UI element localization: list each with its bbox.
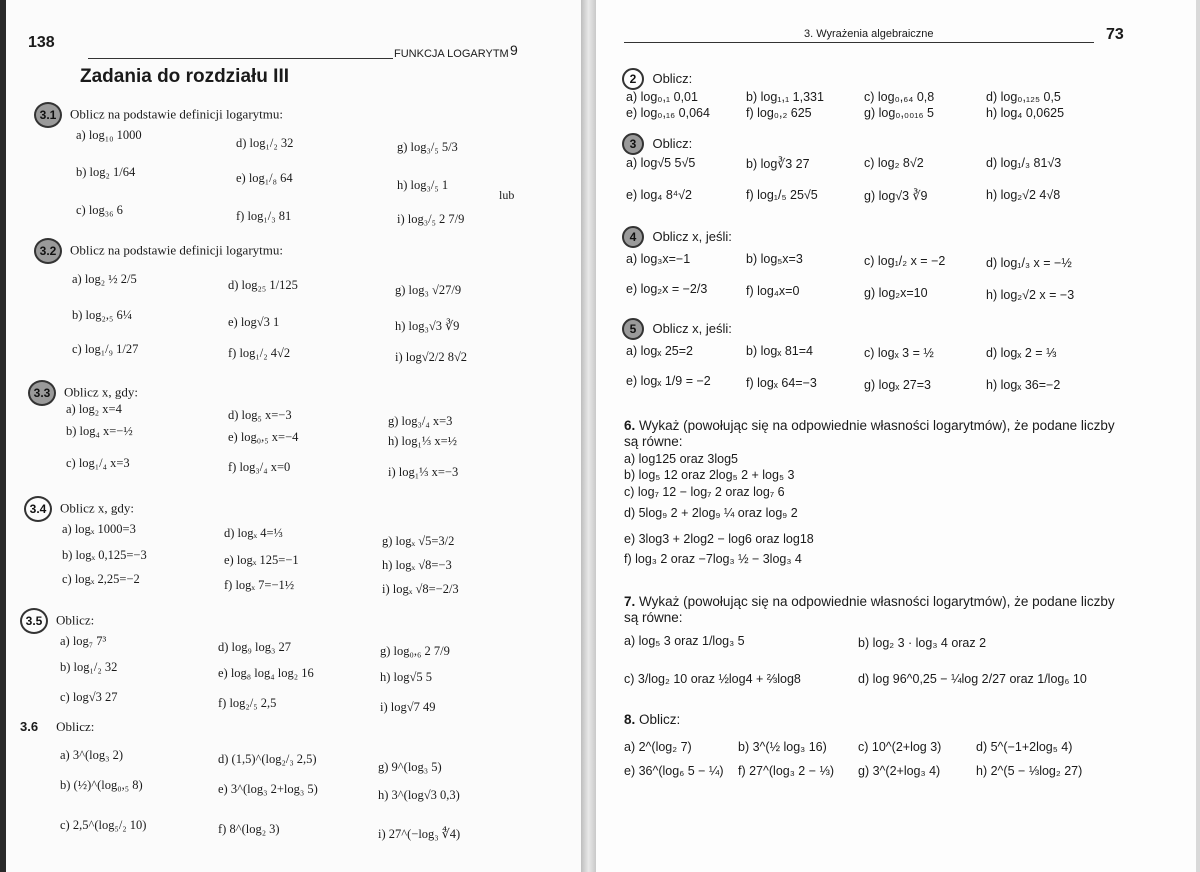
- exercise-item: e) logₓ 125=−1: [224, 553, 299, 567]
- exercise-item: d) (1,5)^(log₂/₃ 2,5): [218, 752, 317, 766]
- exercise-number: 8.: [624, 712, 636, 727]
- exercise-item: a) 3^(log₃ 2): [60, 748, 123, 762]
- exercise-item: d) log₁/₃ x = −½: [986, 256, 1072, 270]
- section-number-badge: 3.5: [20, 608, 48, 634]
- exercise-item: f) log₁/₃ 81: [236, 209, 292, 223]
- right-page-number: 73: [1106, 26, 1124, 43]
- exercise-item: a) log₂ x=4: [66, 402, 122, 416]
- exercise-item: b) 3^(½ log₃ 16): [738, 740, 827, 754]
- exercise-item: f) log₄x=0: [746, 284, 800, 298]
- exercise-item: a) logₓ 1000=3: [62, 522, 136, 536]
- exercise-item: c) log₁/₂ x = −2: [864, 254, 946, 268]
- exercise-item: c) log₇ 12 − log₇ 2 oraz log₇ 6: [624, 485, 785, 499]
- section-prompt: Oblicz na podstawie definicji logarytmu:: [70, 106, 283, 122]
- exercise-item: d) logₓ 4=⅓: [224, 526, 283, 540]
- exercise-item: a) log₃x=−1: [626, 252, 691, 266]
- book-spine: [581, 0, 596, 872]
- exercise-prompt: Wykaż (powołując się na odpowiednie własności logarytmów), że podane liczby: [639, 418, 1115, 433]
- exercise-item: b) log₂,₅ 6¼: [72, 308, 133, 322]
- exercise-item: g) 9^(log₃ 5): [378, 760, 442, 774]
- exercise-item: b) log₄ x=−½: [66, 424, 133, 438]
- exercise-item: f) log₀,₂ 625: [746, 106, 812, 120]
- exercise-number: 6.: [624, 418, 636, 433]
- exercise-number-badge: 3: [622, 133, 644, 155]
- section-number-badge: 3.4: [24, 496, 52, 522]
- exercise-item: e) log₁/₈ 64: [236, 171, 293, 185]
- exercise-item: i) log√2/2 8√2: [395, 350, 468, 364]
- exercise-8-heading: [624, 712, 680, 727]
- exercise-prompt-continued: są równe:: [624, 610, 683, 625]
- exercise-number-badge: 4: [622, 226, 644, 248]
- exercise-item: i) log√7 49: [380, 700, 436, 714]
- exercise-item: f) logₓ 64=−3: [746, 376, 817, 390]
- exercise-item: h) log₃√3 ∛9: [395, 319, 460, 333]
- exercise-item: d) log₂₅ 1/125: [228, 278, 298, 292]
- section-3-6-heading: [20, 718, 94, 736]
- exercise-item: i) log₃/₅ 2 7/9: [397, 212, 465, 226]
- exercise-prompt: Wykaż (powołując się na odpowiednie własności logarytmów), że podane liczby: [639, 594, 1115, 609]
- exercise-4-heading: [622, 226, 732, 248]
- exercise-item: b) log∛3 27: [746, 157, 810, 171]
- exercise-item: c) log√3 27: [60, 690, 118, 704]
- exercise-item: h) log₄ 0,0625: [986, 106, 1065, 120]
- exercise-7-heading: [624, 594, 1115, 609]
- exercise-item: c) 2,5^(log₅/₂ 10): [60, 818, 147, 832]
- section-3-2-heading: [34, 238, 283, 264]
- exercise-item: b) (½)^(log₀,₅ 8): [60, 778, 143, 792]
- section-3-4-heading: [24, 496, 134, 522]
- exercise-item: a) log√5 5√5: [626, 156, 696, 170]
- exercise-item: a) log₁₀ 1000: [76, 128, 142, 142]
- exercise-item: b) log₂ 3 · log₃ 4 oraz 2: [858, 636, 987, 650]
- right-running-header: 3. Wyrażenia algebraiczne: [804, 28, 934, 40]
- exercise-item: e) 36^(log₆ 5 − ¼): [624, 764, 724, 778]
- exercise-number: 7.: [624, 594, 636, 609]
- exercise-item: c) 10^(2+log 3): [858, 740, 942, 754]
- section-number-badge: 3.1: [34, 102, 62, 128]
- exercise-item: g) log₃ √27/9: [395, 283, 462, 297]
- exercise-item: a) logₓ 25=2: [626, 344, 693, 358]
- exercise-item: i) 27^(−log₃ ∜4): [378, 827, 461, 841]
- exercise-item: a) 2^(log₂ 7): [624, 740, 692, 754]
- exercise-prompt: Oblicz:: [652, 71, 693, 87]
- exercise-item: b) log₁/₂ 32: [60, 660, 118, 674]
- exercise-item: g) log₃/₅ 5/3: [397, 140, 458, 154]
- section-prompt: Oblicz na podstawie definicji logarytmu:: [70, 242, 283, 258]
- exercise-item: f) 27^(log₃ 2 − ⅓): [738, 764, 835, 778]
- exercise-item: f) log₃ 2 oraz −7log₃ ½ − 3log₃ 4: [624, 552, 802, 566]
- exercise-item: d) log₀,₁₂₅ 0,5: [986, 90, 1061, 104]
- header-mark: 9: [510, 42, 518, 58]
- exercise-item: g) log√3 ∛9: [864, 189, 928, 203]
- exercise-number-badge: 5: [622, 318, 644, 340]
- exercise-item: d) logₓ 2 = ⅓: [986, 346, 1057, 360]
- chapter-title: Zadania do rozdziału III: [80, 66, 290, 87]
- exercise-item: a) log₂ ½ 2/5: [72, 272, 137, 286]
- section-3-1-heading: [34, 102, 283, 128]
- exercise-item: h) 2^(5 − ⅓log₂ 27): [976, 764, 1083, 778]
- header-rule: [624, 42, 1094, 43]
- exercise-item: g) log₂x=10: [864, 286, 928, 300]
- exercise-item: d) 5^(−1+2log₅ 4): [976, 740, 1073, 754]
- header-rule: [88, 58, 393, 59]
- exercise-item: d) log₉ log₃ 27: [218, 640, 291, 654]
- left-page-number: 138: [28, 34, 55, 51]
- right-page: [596, 0, 1196, 872]
- exercise-item: c) logₓ 3 = ½: [864, 346, 934, 360]
- exercise-item: h) logₓ √8=−3: [382, 558, 452, 572]
- exercise-item: g) logₓ 27=3: [864, 378, 931, 392]
- exercise-prompt: Oblicz x, jeśli:: [652, 229, 732, 245]
- section-number-badge: 3.3: [28, 380, 56, 406]
- section-prompt: Oblicz x, gdy:: [60, 500, 135, 516]
- left-page: [6, 0, 581, 872]
- exercise-item: f) 8^(log₂ 3): [218, 822, 280, 836]
- exercise-item: b) logₓ 81=4: [746, 344, 813, 358]
- exercise-item: i) logₓ √8=−2/3: [382, 582, 459, 596]
- section-prompt: Oblicz:: [56, 612, 95, 628]
- section-number: 3.6: [20, 719, 39, 734]
- exercise-2-heading: [622, 68, 692, 90]
- exercise-item: b) log₂ 1/64: [76, 165, 136, 179]
- section-3-5-heading: [20, 608, 94, 634]
- exercise-number-badge: 2: [622, 68, 644, 90]
- exercise-item: c) 3/log₂ 10 oraz ½log4 + ⅔log8: [624, 672, 801, 686]
- exercise-item: h) log₃/₅ 1: [397, 178, 449, 192]
- exercise-item: g) log₃/₄ x=3: [388, 414, 453, 428]
- exercise-item: g) log₀,₀₀₁₆ 5: [864, 106, 934, 120]
- exercise-item: b) log₁,₁ 1,331: [746, 90, 824, 104]
- exercise-6-heading: [624, 418, 1115, 433]
- exercise-item: g) logₓ √5=3/2: [382, 534, 455, 548]
- section-number-badge: 3.2: [34, 238, 62, 264]
- exercise-item: d) log₁/₃ 81√3: [986, 156, 1062, 170]
- exercise-item: g) 3^(2+log₃ 4): [858, 764, 941, 778]
- exercise-prompt: Oblicz:: [639, 712, 681, 727]
- exercise-item: e) logₓ 1/9 = −2: [626, 374, 711, 388]
- exercise-item: e) log₂x = −2/3: [626, 282, 708, 296]
- section-prompt: Oblicz:: [56, 719, 95, 734]
- exercise-prompt: Oblicz:: [652, 136, 693, 152]
- exercise-item: h) 3^(log√3 0,3): [378, 788, 460, 802]
- exercise-item: f) log₂/₅ 2,5: [218, 696, 277, 710]
- exercise-5-heading: [622, 318, 732, 340]
- exercise-item: c) log₂ 8√2: [864, 156, 924, 170]
- exercise-3-heading: [622, 133, 692, 155]
- exercise-item: c) logₓ 2,25=−2: [62, 572, 140, 586]
- exercise-item: b) log₅ 12 oraz 2log₅ 2 + log₅ 3: [624, 468, 795, 482]
- exercise-item: c) log₃₆ 6: [76, 203, 123, 217]
- exercise-item: h) logₓ 36=−2: [986, 378, 1061, 392]
- exercise-item: h) log₂√2 x = −3: [986, 288, 1075, 302]
- exercise-item: f) logₓ 7=−1½: [224, 578, 295, 592]
- exercise-item: e) 3log3 + 2log2 − log6 oraz log18: [624, 532, 814, 546]
- exercise-item: h) log₂√2 4√8: [986, 188, 1061, 202]
- exercise-item: f) log₃/₄ x=0: [228, 460, 291, 474]
- exercise-item: d) log₅ x=−3: [228, 408, 292, 422]
- exercise-item: a) log125 oraz 3log5: [624, 452, 738, 466]
- exercise-item: e) log₈ log₄ log₂ 16: [218, 666, 314, 680]
- exercise-item: c) log₀,₆₄ 0,8: [864, 90, 935, 104]
- exercise-item: e) log₀,₅ x=−4: [228, 430, 299, 444]
- exercise-item: d) log 96^0,25 − ¼log 2/27 oraz 1/log₆ 10: [858, 672, 1087, 686]
- section-prompt: Oblicz x, gdy:: [64, 384, 139, 400]
- exercise-item: a) log₀,₁ 0,01: [626, 90, 698, 104]
- exercise-item: h) log₁⅓ x=½: [388, 434, 458, 448]
- exercise-item: a) log₇ 7³: [60, 634, 107, 648]
- exercise-item: g) log₀,₆ 2 7/9: [380, 644, 450, 658]
- exercise-item: e) log√3 1: [228, 315, 280, 329]
- left-running-header: FUNKCJA LOGARYTM: [394, 48, 509, 60]
- exercise-item: e) log₀,₁₆ 0,064: [626, 106, 710, 120]
- exercise-item: f) log₁/₅ 25√5: [746, 188, 818, 202]
- exercise-item: i) log₁⅓ x=−3: [388, 465, 459, 479]
- exercise-item: a) log₅ 3 oraz 1/log₃ 5: [624, 634, 745, 648]
- exercise-prompt: Oblicz x, jeśli:: [652, 321, 732, 337]
- exercise-item: e) 3^(log₃ 2+log₃ 5): [218, 782, 318, 796]
- exercise-item: b) log₅x=3: [746, 252, 803, 266]
- exercise-item: e) log₄ 8⁴√2: [626, 188, 692, 202]
- exercise-prompt-continued: są równe:: [624, 434, 683, 449]
- side-note: lub: [499, 188, 515, 202]
- exercise-item: d) 5log₉ 2 + 2log₉ ¼ oraz log₉ 2: [624, 506, 798, 520]
- exercise-item: h) log√5 5: [380, 670, 432, 684]
- exercise-item: c) log₁/₄ x=3: [66, 456, 130, 470]
- exercise-item: d) log₁/₂ 32: [236, 136, 294, 150]
- exercise-item: c) log₁/₉ 1/27: [72, 342, 139, 356]
- exercise-item: f) log₁/₂ 4√2: [228, 346, 291, 360]
- exercise-item: b) logₓ 0,125=−3: [62, 548, 147, 562]
